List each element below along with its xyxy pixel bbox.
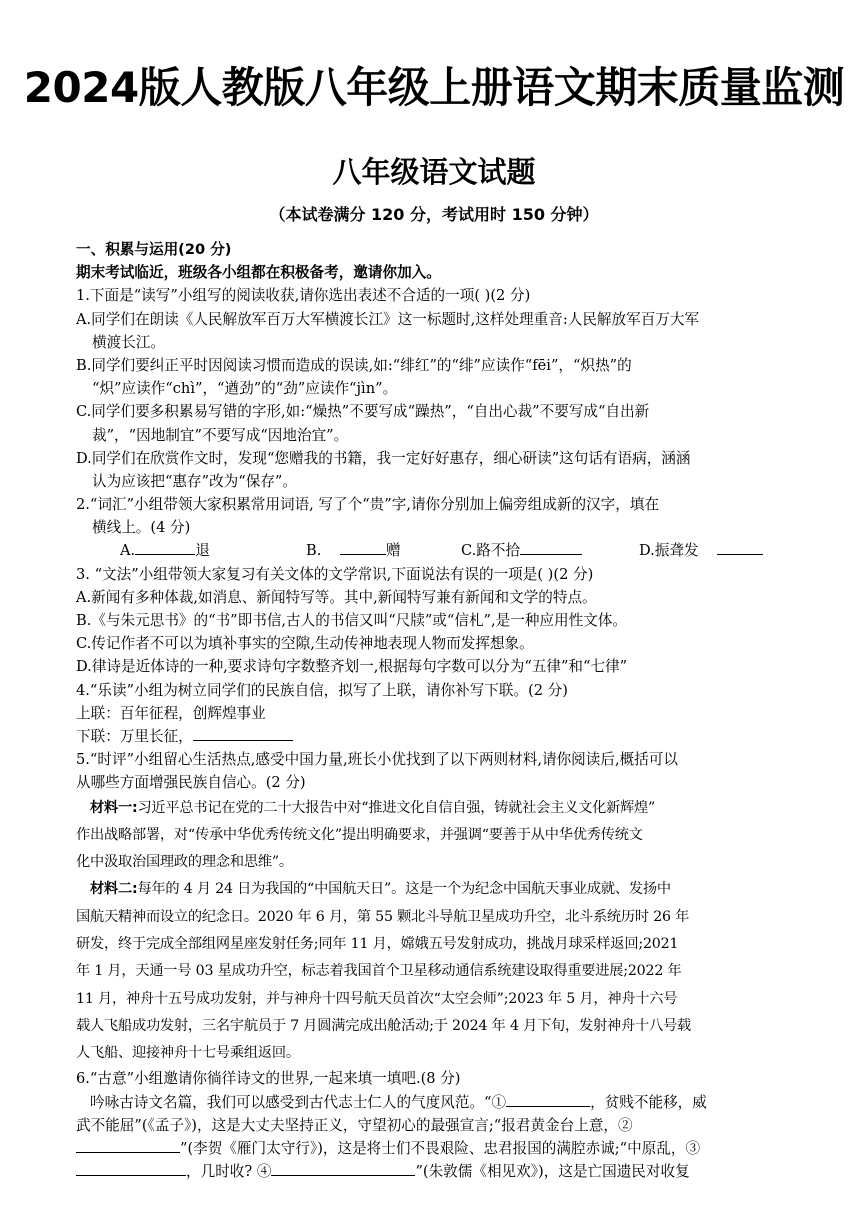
- answer-blank[interactable]: [520, 540, 582, 555]
- q4-upper-couplet: 上联：百年征程，创辉煌事业: [76, 704, 266, 722]
- q3-option-c: C.传记作者不可以为填补事实的空隙,生动传神地表现人物而发挥想象。: [76, 635, 534, 653]
- q1-stem: 1.下面是“读写”小组写的阅读收获,请你选出表述不合适的一项( )(2 分): [76, 287, 531, 305]
- q4-stem: 4.“乐读”小组为树立同学们的民族自信，拟写了上联，请你补写下联。(2 分): [76, 681, 568, 699]
- section-heading: 一、积累与运用(20 分): [76, 241, 232, 258]
- q3-option-b: B.《与朱元思书》的“书”即书信,古人的书信又叫“尺牍”或“信札”,是一种应用性文体。: [76, 612, 628, 629]
- q2-stem: 2.“词汇”小组带领大家积累常用词语, 写了个“贵”字,请你分别加上偏旁组成新的汉字，填在: [76, 496, 660, 514]
- q3-option-a: A.新闻有多种体裁,如消息、新闻特写等。其中,新闻特写兼有新闻和文学的特点。: [76, 588, 597, 606]
- answer-blank[interactable]: [340, 540, 386, 555]
- q1-option-d: D.同学们在欣赏作文时，发现“您赠我的书籍，我一定好好惠存，细心研读”这句话有语病，涵涵: [76, 449, 691, 467]
- answer-blank[interactable]: [506, 1092, 590, 1107]
- answer-blank[interactable]: [135, 540, 195, 555]
- q5-stem: 5.“时评”小组留心生活热点,感受中国力量,班长小优找到了以下两则材料,请你阅读后,概括可以: [76, 751, 678, 769]
- q5-material-2-line: 研发，终于完成全部组网星座发射任务;同年 11 月，嫦娥五号发射成功，挑战月球采样返回;2021: [76, 935, 679, 952]
- q5-material-1-line: 作出战略部署，对“传承中华优秀传统文化”提出明确要求，并强调“要善于从中华优秀传统文: [76, 826, 643, 843]
- q1-option-a: A.同学们在朗读《人民解放军百万大军横渡长江》这一标题时,这样处理重音:人民解放军百万大军: [76, 310, 700, 328]
- q5-material-1-line: 化中汲取治国理政的理念和思维”。: [76, 854, 293, 871]
- q1-option-a-cont: 横渡长江。: [92, 333, 165, 351]
- q3-option-d: D.律诗是近体诗的一种,要求诗句字数整齐划一,根据每句字数可以分为“五律”和“七律”: [76, 658, 628, 676]
- q2-option-b: B. 赠: [306, 542, 401, 560]
- answer-blank[interactable]: [717, 540, 763, 555]
- q3-stem: 3. “文法”小组带领大家复习有关文体的文学常识,下面说法有误的一项是( )(2 分): [76, 565, 594, 583]
- q5-stem-cont: 从哪些方面增强民族自信心。(2 分): [76, 774, 306, 792]
- q5-material-2-line: 年 1 月，天通一号 03 星成功升空，标志着我国首个卫星移动通信系统建设取得重要进展;2022 年: [76, 963, 682, 980]
- q2-stem-cont: 横线上。(4 分): [92, 519, 191, 537]
- q2-option-d: D.振聋发: [639, 539, 763, 562]
- q5-material-2-line: 人飞船、迎接神舟十七号乘组返回。: [76, 1045, 300, 1062]
- q6-stem: 6.“古意”小组邀请你徜徉诗文的世界,一起来填一填吧.(8 分): [76, 1070, 461, 1088]
- sub-title: 八年级语文试题: [332, 155, 536, 189]
- q5-material-1: 材料一:习近平总书记在党的二十大报告中对“推进文化自信自强，铸就社会主义文化新辉煌”: [90, 799, 656, 816]
- q4-lower-couplet: 下联：万里长征，: [76, 725, 828, 748]
- q5-material-2-line: 11 月，神舟十五号成功发射，并与神舟十四号航天员首次“太空会师”;2023 年 5 月，神舟十六号: [76, 990, 678, 1007]
- answer-blank[interactable]: [76, 1138, 180, 1153]
- q2-options: [76, 539, 828, 562]
- q5-material-2-line: 国航天精神而设立的纪念日。2020 年 6 月，第 55 颗北斗导航卫星成功升空，北斗系统历时 26 年: [76, 908, 690, 925]
- q5-material-2-line: 载人飞船成功发射，三名宇航员于 7 月圆满完成出舱活动;于 2024 年 4 月下旬，发射神舟十八号载: [76, 1017, 691, 1034]
- q1-option-b: B.同学们要纠正平时因阅读习惯而造成的误读,如:“绯红”的“绯”应读作“fēi”，“炽热”的: [76, 356, 632, 374]
- q6-line: 武不能屈”(《孟子》)，这是大丈夫坚持正义，守望初心的最强宣言;“报君黄金台上意，②: [76, 1116, 633, 1134]
- answer-blank[interactable]: [193, 726, 293, 741]
- q6-line: 吟咏古诗文名篇，我们可以感受到古代志士仁人的气度风范。“① ，贫贱不能移，威: [90, 1093, 707, 1111]
- q2-option-a: A. 退: [120, 542, 210, 560]
- q2-option-c: C.路不拾: [461, 539, 639, 562]
- section-intro: 期末考试临近，班级各小组都在积极备考，邀请你加入。: [76, 264, 441, 282]
- q1-option-d-cont: 认为应该把“惠存”改为“保存”。: [92, 472, 297, 490]
- q5-material-2: 材料二:每年的 4 月 24 日为我国的“中国航天日”。这是一个为纪念中国航天事业成就、发扬中: [90, 881, 671, 898]
- answer-blank[interactable]: [271, 1161, 415, 1176]
- q6-line: ”(李贺《雁门太守行》)，这是将士们不畏艰险、忠君报国的满腔赤诚;“中原乱，③: [76, 1137, 828, 1160]
- exam-body: [76, 238, 828, 1183]
- q1-option-c-cont: 裁”，“因地制宜”不要写成“因地治宜”。: [92, 426, 349, 444]
- q1-option-c: C.同学们要多积累易写错的字形,如:“燥热”不要写成“躁热”，“自出心裁”不要写成“自出新: [76, 403, 650, 421]
- answer-blank[interactable]: [76, 1161, 186, 1176]
- main-title: 2024版人教版八年级上册语文期末质量监测: [23, 63, 845, 112]
- exam-note: （本试卷满分 120 分，考试用时 150 分钟）: [269, 205, 599, 224]
- q1-option-b-cont: “炽”应读作“chì”，“遒劲”的“劲”应读作“jìn”。: [92, 380, 398, 398]
- q6-line: ，几时收? ④ ”(朱敦儒《相见欢》)，这是亡国遗民对收复: [76, 1160, 828, 1183]
